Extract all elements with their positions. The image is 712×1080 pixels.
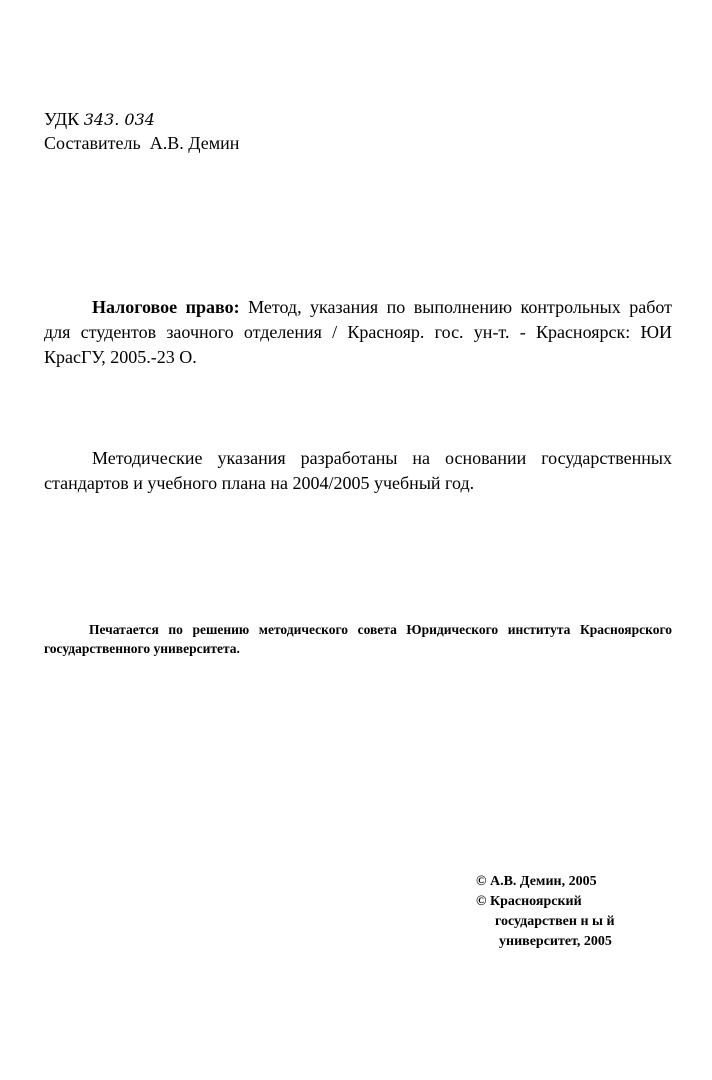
udk-label: УДК xyxy=(44,109,80,129)
udk-code: 343. 034 xyxy=(83,110,155,129)
bibliographic-description xyxy=(44,295,672,370)
compiler-label: Составитель xyxy=(44,133,141,153)
copyright-university-line2: государствен н ы й xyxy=(495,914,615,929)
compiler-name: А.В. Демин xyxy=(149,133,240,153)
methodical-note: Методические указания разработаны на основании государственных стандартов и учебного плана на 2004/2005 учебный год. xyxy=(44,448,672,493)
compiler-line xyxy=(44,131,239,155)
udk-line xyxy=(44,107,155,132)
copyright-block xyxy=(476,872,615,952)
copyright-author: © А.В. Демин, 2005 xyxy=(476,874,597,889)
copyright-university-line1: © Красноярский xyxy=(476,894,582,909)
copyright-university-line3: университет, 2005 xyxy=(499,934,612,949)
document-title: Налоговое право: xyxy=(92,297,240,317)
print-approval-note: Печатается по решению методического совета Юридического института Красноярского государственного университета. xyxy=(44,622,672,656)
bibliographic-text: Метод, указания по выполнению контрольных работ для студентов заочного отделения / Краснояр. гос. ун-т. - Красноярск: ЮИ КрасГУ, 2005.-23 О. xyxy=(44,297,673,367)
